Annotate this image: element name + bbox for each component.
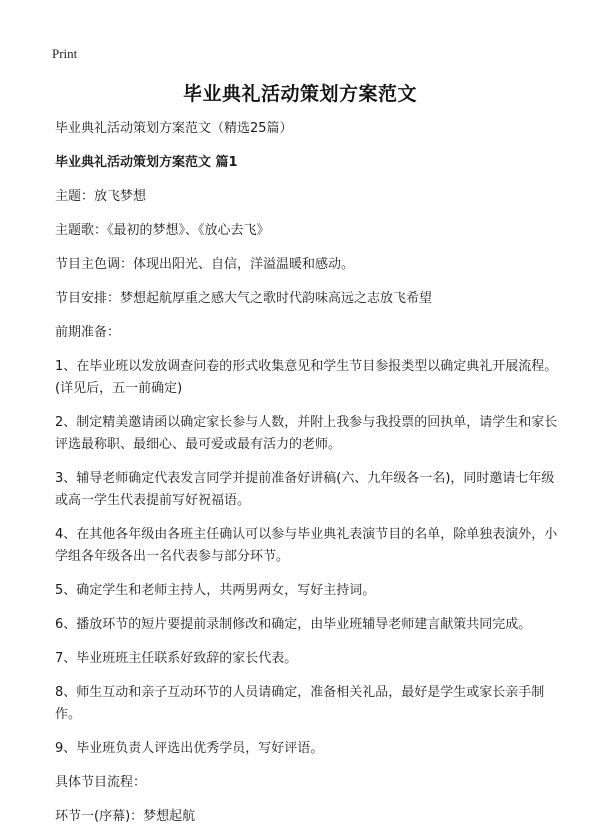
section-heading: 毕业典礼活动策划方案范文 篇1 (55, 155, 238, 170)
list-item: 7、毕业班班主任联系好致辞的家长代表。 (55, 651, 298, 666)
paragraph-preparation-heading: 前期准备： (55, 325, 121, 340)
paragraph-segment-one: 环节一(序幕)：梦想起航 (55, 809, 196, 824)
paragraph-theme: 主题：放飞梦想 (55, 189, 147, 204)
list-item: 1、在毕业班以发放调查问卷的形式收集意见和学生节目参报类型以确定典礼开展流程。(详见后，五一前确定) (55, 359, 558, 396)
paragraph-tone: 节目主色调：体现出阳光、自信，洋溢温暖和感动。 (55, 257, 355, 272)
document-body (55, 118, 560, 840)
paragraph-arrangement: 节目安排：梦想起航厚重之感大气之歌时代韵味高远之志放飞希望 (55, 291, 433, 306)
list-item: 5、确定学生和老师主持人，共两男两女，写好主持词。 (55, 583, 376, 598)
page-title: 毕业典礼活动策划方案范文 (182, 83, 417, 105)
list-item: 4、在其他各年级由各班主任确认可以参与毕业典礼表演节目的名单，除单独表演外，小学组各年级各出一名代表参与部分环节。 (55, 527, 558, 564)
subtitle-paragraph: 毕业典礼活动策划方案范文（精选25篇） (55, 121, 293, 136)
paragraph-flow-heading: 具体节目流程： (55, 775, 147, 790)
list-item: 3、辅导老师确定代表发言同学并提前准备好讲稿(六、九年级各一名)，同时邀请七年级或高一学生代表提前写好祝福语。 (55, 471, 555, 508)
list-item: 8、师生互动和亲子互动环节的人员请确定，准备相关礼品，最好是学生或家长亲手制作。 (55, 685, 545, 722)
paragraph-theme-song: 主题歌：《最初的梦想》、《放心去飞》 (55, 223, 270, 238)
list-item: 2、制定精美邀请函以确定家长参与人数，并附上我参与我投票的回执单，请学生和家长评选最称职、最细心、最可爱或最有活力的老师。 (55, 415, 558, 452)
print-link[interactable]: Print (52, 46, 78, 61)
list-item: 9、毕业班负责人评选出优秀学员，写好评语。 (55, 741, 324, 756)
list-item: 6、播放环节的短片要提前录制修改和确定，由毕业班辅导老师建言献策共同完成。 (55, 617, 532, 632)
